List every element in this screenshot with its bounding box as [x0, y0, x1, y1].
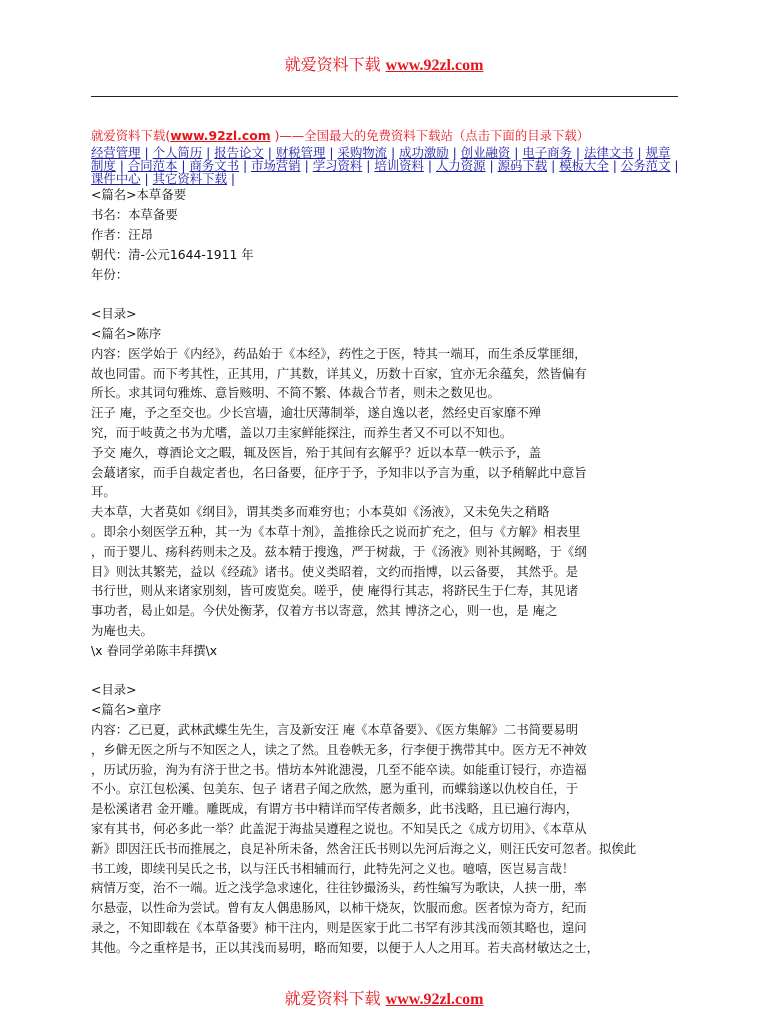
nav-separator: |: [571, 144, 584, 160]
document-text: [91, 185, 681, 957]
document-body: [91, 126, 681, 957]
header-site-name: 就爱资料下载: [284, 55, 386, 74]
text-line: 录之，不知即载在《本草备要》柿干注内，则是医家于此二书罕有涉其浅而领其略也，遑问: [91, 919, 587, 935]
text-line: <目录>: [91, 306, 137, 322]
nav-separator: |: [423, 158, 436, 173]
nav-link[interactable]: 课件中心: [91, 171, 141, 187]
text-line: \x 眷同学弟陈丰拜撰\x: [91, 642, 218, 658]
text-line: ，历试历验，洵为有济于世之书。惜坊本舛讹漶漫，几至不能卒读。如能重订锓行，亦造福: [91, 761, 587, 777]
text-line: 汪子 庵，予之至交也。少长宫墙，逾壮厌薄制举，遂自逸以老，然经史百家靡不殚: [91, 405, 542, 421]
text-line: 家有其书，何必多此一举？此盖泥于海盐吴遵程之说也。不知吴氏之《成方切用》、《本草从: [91, 820, 587, 836]
nav-separator: |: [202, 144, 215, 160]
text-line: 朝代：清-公元1644-1911 年: [91, 246, 254, 262]
ad-banner: [91, 126, 681, 146]
nav-link[interactable]: 市场营销: [251, 158, 301, 173]
nav-separator: |: [510, 144, 523, 160]
nav-link[interactable]: 采购物流: [337, 144, 388, 160]
nav-separator: |: [226, 171, 236, 187]
blank-line: [91, 661, 681, 681]
nav-link[interactable]: 公务范文: [620, 158, 671, 173]
nav-separator: |: [547, 158, 560, 173]
text-line: 予交 庵久，尊酒论文之暇，辄及医旨，殆于其间有玄解乎？近以本草一帙示予，盖: [91, 444, 542, 460]
text-line: 夫本草，大者莫如《纲目》，谓其类多而难穷也；小本莫如《汤液》，又未免失之稍略: [91, 504, 550, 520]
nav-separator: |: [239, 158, 252, 173]
text-line: 为庵也夫。: [91, 622, 153, 638]
nav-link[interactable]: 财税管理: [275, 144, 326, 160]
text-line: 究，而于岐黄之书为尤嗜，盖以刀圭家鲜能探注，而养生者又不可以不知也。: [91, 424, 513, 440]
text-line: 事功者，曷止如是。今伏处衡茅，仅着方书以寄意，然其 博济之心，则一也，是 庵之: [91, 603, 558, 619]
text-line: 病情万变，治不一端。近之浅学急求速化，往往钞撮汤头，药性编写为歌诀，人挟一册，率: [91, 880, 587, 896]
header-divider: [91, 96, 678, 97]
text-line: 其他。今之重梓是书，正以其浅而易明，略而知要，以便于人人之用耳。若夫高材敏达之士，: [91, 939, 600, 955]
nav-separator: |: [140, 144, 153, 160]
text-line: ，而于婴儿、疡科药则未之及。兹本精于搜逸，严于树裁，于《汤液》则补其阙略，于《纲: [91, 543, 587, 559]
nav-separator: |: [387, 144, 400, 160]
text-line: 会蕞诸家，而手自裁定者也，名曰备要，征序于予，予知非以予言为重，以予稍解此中意旨: [91, 464, 587, 480]
page-footer: [0, 986, 768, 1009]
nav-link[interactable]: 培训资料: [374, 158, 424, 173]
text-line: 书工竣，即续刊吴氏之书，以与汪氏书相辅而行，此特先河之义也。噫嘻，医岂易言哉！: [91, 860, 575, 876]
nav-separator: |: [485, 158, 498, 173]
page-header: [0, 52, 768, 75]
blank-line: [91, 284, 681, 304]
text-line: 尔悬壶，以性命为尝试。曾有友人偶患肠风，以柿干烧灰，饮服而愈。医者惊为奇方，纪而: [91, 900, 587, 916]
nav-link[interactable]: 经营管理: [91, 144, 141, 160]
nav-link[interactable]: 源码下载: [497, 158, 548, 173]
nav-separator: |: [177, 158, 190, 173]
text-line: 目》则汰其繁芜，益以《经疏》诸书。使义类昭着，文约而指博，以云备要， 其然乎。是: [91, 563, 579, 579]
text-line: 。即余小刻医学五种，其一为《本草十剂》，盖推徐氏之说而扩充之，但与《方解》相表里: [91, 523, 581, 539]
text-line: 内容：医学始于《内经》，药品始于《本经》，药性之于医，特其一端耳，而生杀反掌匪细，: [91, 345, 587, 361]
footer-site-name: 就爱资料下载: [284, 989, 386, 1008]
ad-suffix: )——全国最大的免费资料下载站（点击下面的目录下载）: [270, 128, 590, 143]
nav-separator: |: [608, 158, 621, 173]
nav-separator: |: [140, 171, 153, 187]
text-line: <篇名>陈序: [91, 325, 162, 341]
nav-link[interactable]: 学习资料: [312, 158, 363, 173]
ad-url-link[interactable]: www.92zl.com: [170, 128, 271, 143]
nav-link[interactable]: 成功激励: [399, 144, 449, 160]
nav-separator: |: [448, 144, 461, 160]
nav-link[interactable]: 报告论文: [214, 144, 264, 160]
text-line: 不小。京江包松溪、包美东、包子 诸君子闻之欣然，愿为重刊，而蝶翁遂以仇校自任，于: [91, 781, 579, 797]
nav-separator: |: [325, 144, 338, 160]
header-url-link[interactable]: www.92zl.com: [385, 57, 484, 74]
nav-separator: |: [300, 158, 313, 173]
text-line: 新》即因汪氏书而推展之，良足补所未备，然舍汪氏书则以先河后海之义，则汪氏安可忽者。拟俟此: [91, 840, 637, 856]
nav-separator: |: [633, 144, 646, 160]
nav-link[interactable]: 其它资料下载: [152, 171, 227, 187]
ad-prefix: 就爱资料下载(: [91, 128, 171, 143]
text-line: ，乡僻无医之所与不知医之人，读之了然。且卷帙无多，行李便于携带其中。医方无不神效: [91, 741, 587, 757]
text-line: 是松溪诸君 金开雕。雕既成，有谓方书中精详而罕传者颇多，此书浅略，且已遍行海内，: [91, 801, 579, 817]
footer-url-link[interactable]: www.92zl.com: [385, 991, 484, 1008]
nav-separator: |: [115, 158, 128, 173]
text-line: <篇名>童序: [91, 702, 162, 718]
nav-link[interactable]: 商务文书: [189, 158, 240, 173]
text-line: <目录>: [91, 682, 137, 698]
nav-link[interactable]: 法律文书: [584, 144, 634, 160]
nav-link[interactable]: 人力资源: [435, 158, 486, 173]
nav-link[interactable]: 模板大全: [559, 158, 609, 173]
text-line: 书行世，则从来诸家别刻，皆可废览矣。嗟乎，使 庵得行其志，将跻民生于仁寿，其见诸: [91, 583, 579, 599]
category-nav: [91, 146, 681, 186]
text-line: 内容：乙已夏，武林武蝶生先生，言及新安汪 庵《本草备要》、《医方集解》二书简要易明: [91, 721, 579, 737]
text-line: 作者：汪昂: [91, 227, 153, 242]
nav-separator: |: [670, 158, 679, 173]
nav-link[interactable]: 创业融资: [460, 144, 511, 160]
nav-link[interactable]: 合同范本: [127, 158, 178, 173]
nav-link[interactable]: 电子商务: [522, 144, 572, 160]
text-line: <篇名>本草备要: [91, 187, 187, 203]
nav-link[interactable]: 规章制度: [91, 144, 671, 173]
text-line: 故也同雷。而下考其性，正其用，广其数，详其义，历数十百家，宜亦无余蕴矣，然皆偏有: [91, 365, 587, 381]
text-line: 耳。: [91, 484, 116, 500]
text-line: 所长。求其词句雅炼、意旨赅明、不简不繁、体裁合节者，则未之数见也。: [91, 385, 500, 401]
nav-separator: |: [263, 144, 276, 160]
nav-link[interactable]: 个人简历: [152, 144, 203, 160]
text-line: 书名：本草备要: [91, 207, 178, 223]
nav-separator: |: [362, 158, 375, 173]
text-line: 年份：: [91, 266, 129, 282]
